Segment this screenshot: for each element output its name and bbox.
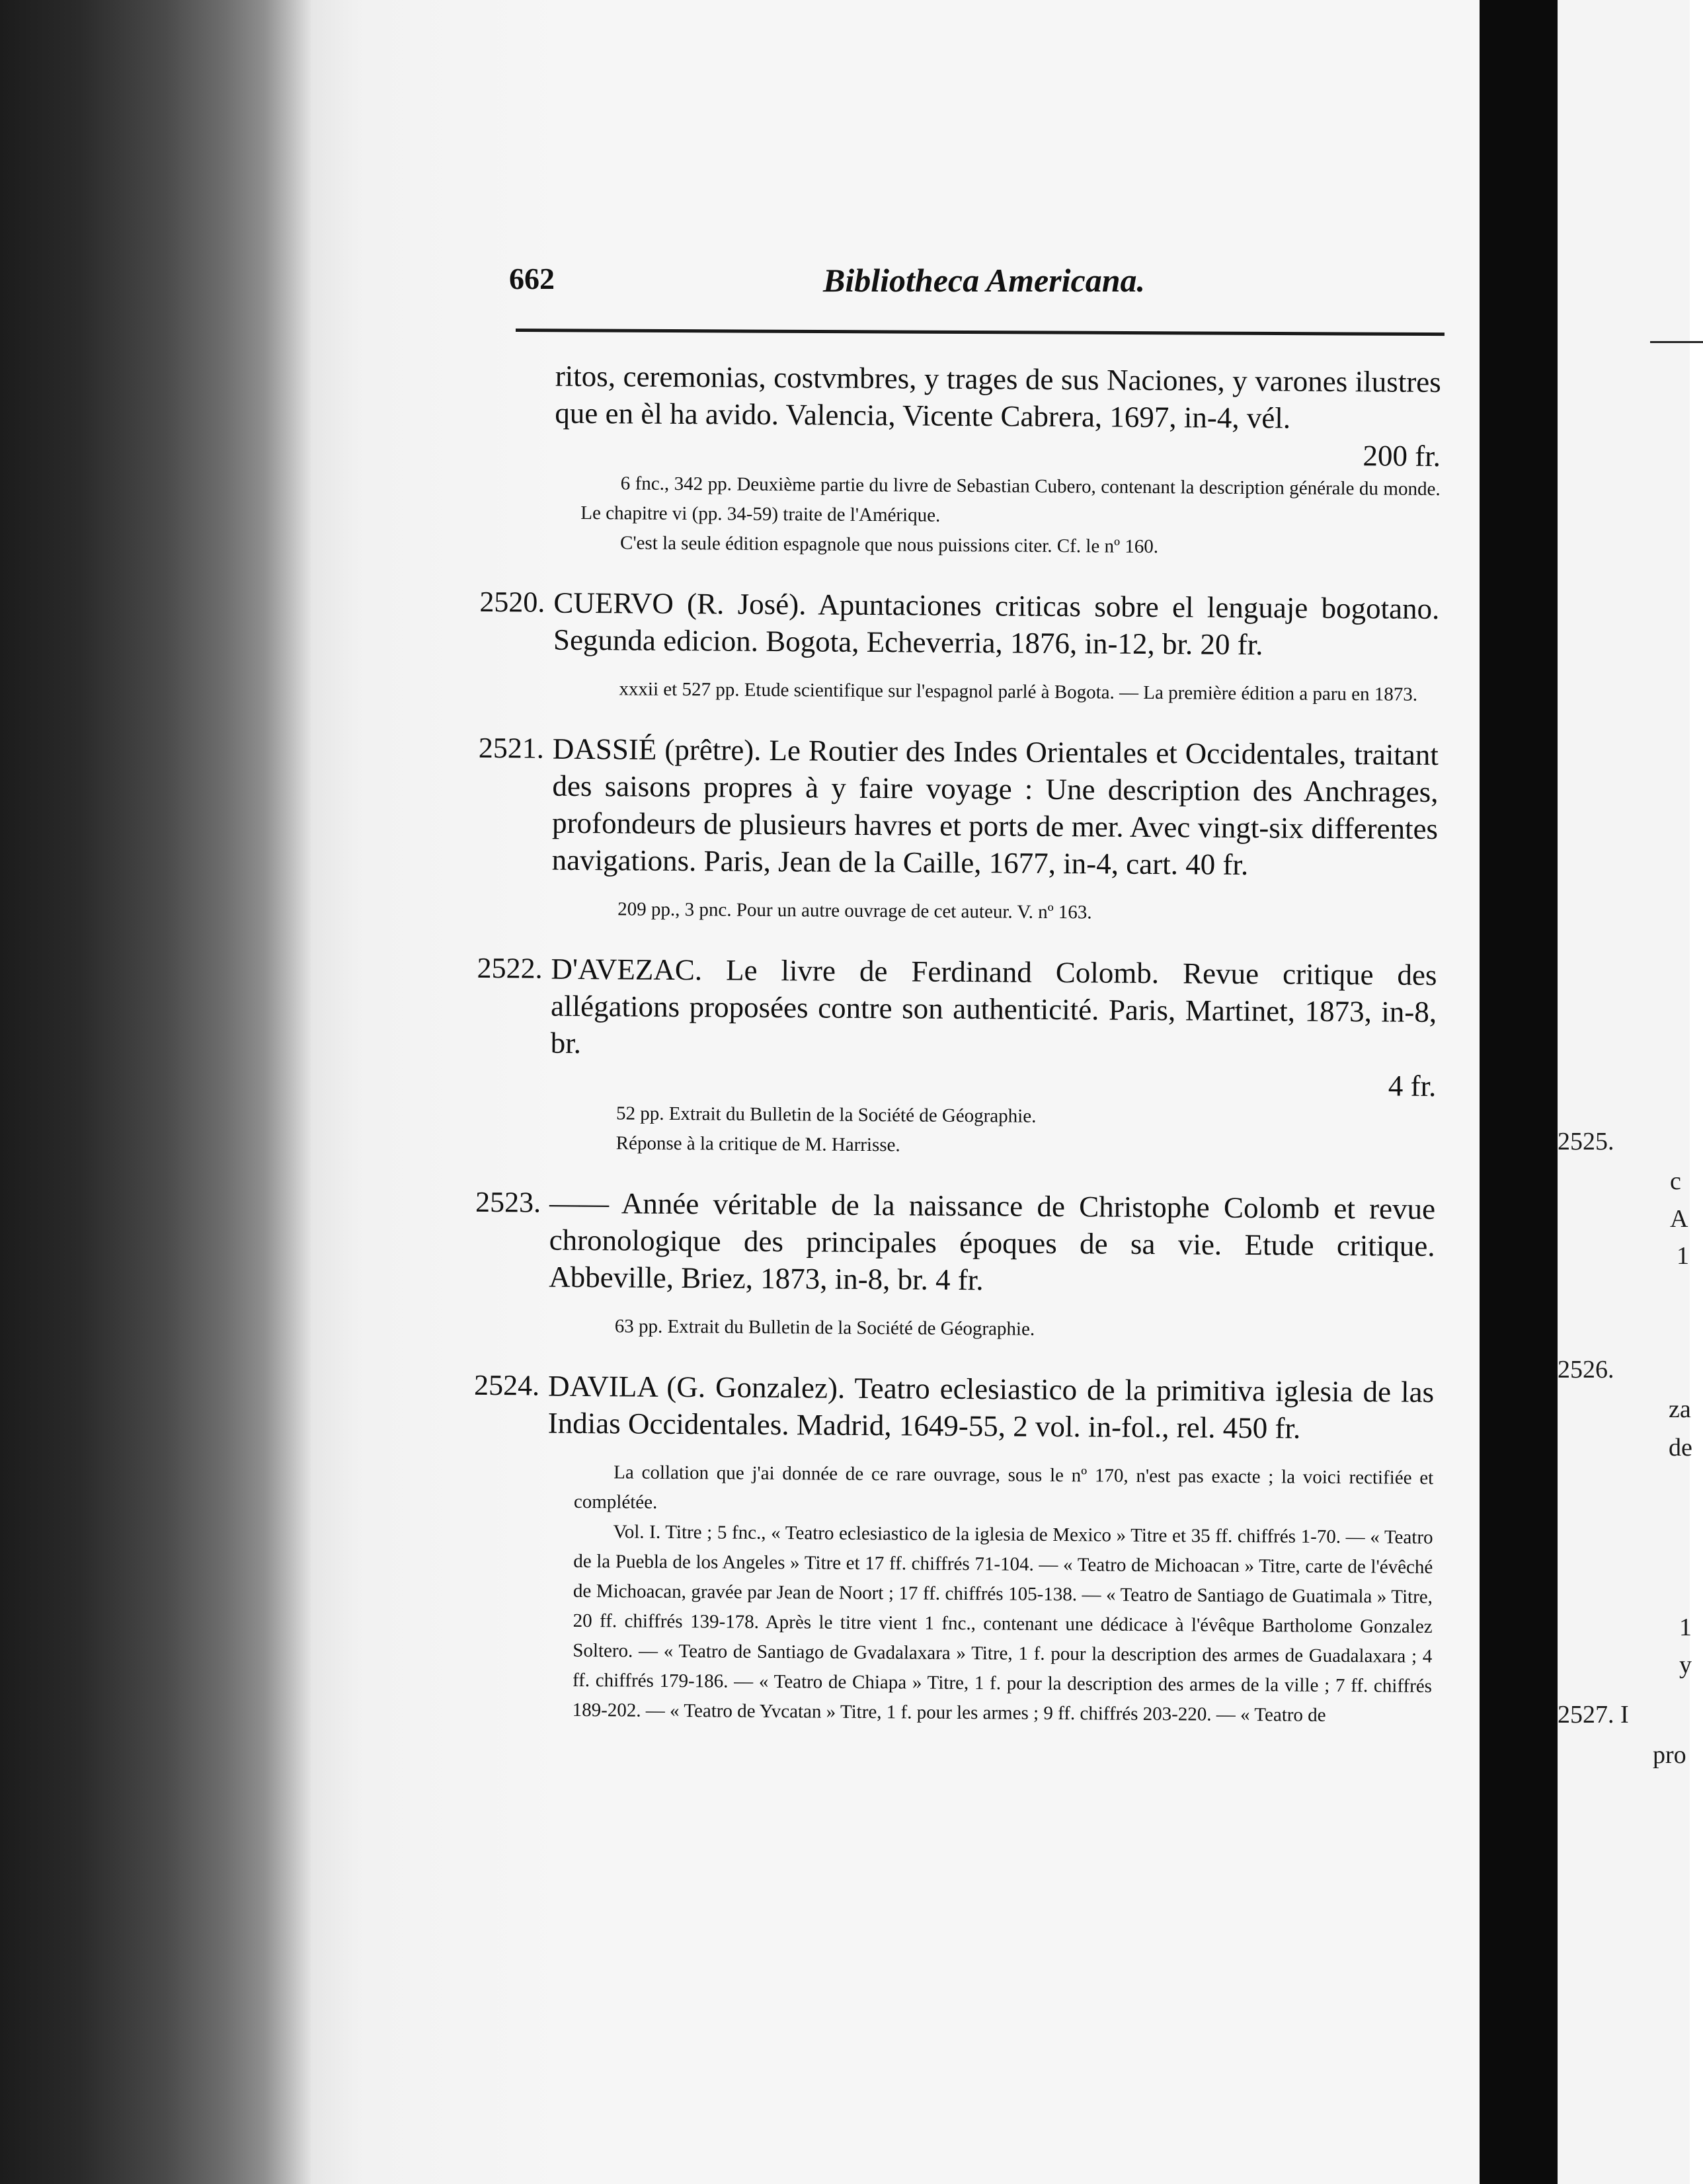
entry-note: Vol. I. Titre ; 5 fnc., « Teatro eclesiastico de la iglesia de Mexico » Titre et 35 ff. chiffrés 1-70. — « Teatro de la Puebla de los Angeles » Titre et 17 ff. chiffrés 71-104. — « Teatro de Michoacan » Titre, carte de l'évêché de Michoacan, gravée par Jean de Noort ; 17 ff. chiffrés 105-138. — « Teatro de Santiago de Guatimala » Titre, 20 ff. chiffrés 139-178. Après le titre vient 1 fnc., contenant une dédicace à l'évêque Bartholome Gonzalez Soltero. — « Teatro de Santiago de Gvadalaxara » Titre, 1 f. pour la description des armes de Guadalaxara ; 4 ff. chiffrés 179-186. — « Teatro de Chiapa » Titre, 1 f. pour la description des armes de la ville ; 7 ff. chiffrés 189-202. — « Teatro de Yvcatan » Titre, 1 f. pour les armes ; 9 ff. chiffrés 203-220. — « Teatro de [572, 1521, 1433, 1726]
entry-number: 2520. [479, 585, 545, 619]
entry-text [479, 584, 1440, 664]
book-binding-shadow [0, 0, 311, 2184]
entry-number: 2521. [478, 731, 545, 765]
facing-text-fragment: y [1679, 1651, 1692, 1679]
entry-text [475, 1184, 1436, 1302]
entry-body: D'AVEZAC. Le livre de Ferdinand Colomb. Revue critique des allégations proposées contre son authenticité. Paris, Martinet, 1873, in-8, br. [550, 952, 1437, 1060]
facing-text-fragment: 1 [1679, 1614, 1692, 1641]
entry-number: 2524. [473, 1368, 540, 1402]
catalogue-entry [479, 584, 1440, 710]
facing-text-fragment: pro [1653, 1741, 1686, 1769]
entry-note: La collation que j'ai donnée de ce rare ouvrage, sous le nº 170, n'est pas exacte ; la voici rectifiée et complétée. [573, 1462, 1434, 1513]
entry-note: 52 pp. Extrait du Bulletin de la Société de Géographie. [615, 1103, 1037, 1127]
entry-text [473, 1367, 1435, 1448]
book-gutter [1480, 0, 1558, 2184]
catalogue-entries [473, 357, 1441, 1731]
catalogue-entry [475, 1184, 1436, 1347]
entry-text: ritos, ceremonias, costvmbres, y trages de sus Naciones, y varones ilustres que en èl ha avido. Valencia, Vicente Cabrera, 1697, in-4, vél. [555, 359, 1441, 435]
facing-text-fragment: A [1670, 1205, 1688, 1233]
entry-note: C'est la seule édition espagnole que nous puissions citer. Cf. le nº 160. [619, 532, 1159, 558]
catalogue-entry [473, 1367, 1435, 1731]
facing-text-fragment: de [1669, 1434, 1692, 1462]
entry-body: DAVILA (G. Gonzalez). Teatro eclesiastico de la primitiva iglesia de las Indias Occidentales. Madrid, 1649-55, 2 vol. in-fol., rel. 450 fr. [547, 1369, 1435, 1445]
facing-text-fragment: za [1669, 1395, 1691, 1423]
entry-note: 6 fnc., 342 pp. Deuxième partie du livre de Sebastian Cubero, contenant la description générale du monde. Le chapitre vi (pp. 34-59) traite de l'Amérique. [580, 473, 1441, 526]
facing-text-fragment: 2527. I [1558, 1701, 1629, 1729]
entry-note: Réponse à la critique de M. Harrisse. [615, 1132, 900, 1156]
catalogue-entry [477, 950, 1437, 1164]
entry-note: xxxii et 527 pp. Etude scientifique sur l'espagnol parlé à Bogota. — La première édition a paru en 1873. [619, 678, 1418, 705]
entry-body: CUERVO (R. José). Apuntaciones criticas sobre el lenguaje bogotano. Segunda edicion. Bogota, Echeverria, 1876, in-12, br. 20 fr. [553, 586, 1440, 662]
facing-text-fragment: c [1670, 1167, 1681, 1195]
entry-number: 2523. [475, 1185, 541, 1219]
running-title: Bibliotheca Americana. [823, 262, 1146, 299]
entry-text [477, 950, 1437, 1068]
entry-body: —— Année véritable de la naissance de Christophe Colomb et revue chronologique des principales époques de sa vie. Etude critique. Abbeville, Briez, 1873, in-8, br. 4 fr. [549, 1186, 1436, 1297]
catalogue-entry [478, 730, 1439, 930]
entry-price: 4 fr. [1388, 1069, 1437, 1103]
entry-body: DASSIÉ (prêtre). Le Routier des Indes Orientales et Occidentales, traitant des saisons propres à y faire voyage : Une description des Anchrages, profondeurs de plusieurs havres et ports de mer. Avec vingt-six differentes navigations. Paris, Jean de la Caille, 1677, in-4, cart. 40 fr. [551, 732, 1439, 882]
facing-text-fragment: 2525. [1558, 1128, 1614, 1155]
entry-note: 63 pp. Extrait du Bulletin de la Société de Géographie. [614, 1315, 1035, 1340]
facing-text-fragment: 1 [1677, 1242, 1689, 1270]
facing-page-edge [1558, 0, 1690, 2184]
entry-number: 2522. [477, 951, 543, 985]
facing-text-fragment: 2526. [1558, 1356, 1614, 1384]
catalogue-entry [488, 357, 1441, 564]
entry-note: 209 pp., 3 pnc. Pour un autre ouvrage de cet auteur. V. nº 163. [617, 898, 1092, 923]
page-number: 662 [509, 262, 555, 295]
facing-page-rule [1650, 341, 1703, 343]
entry-price: 200 fr. [1363, 439, 1441, 473]
page-header [509, 261, 1441, 307]
entry-text [478, 730, 1439, 884]
